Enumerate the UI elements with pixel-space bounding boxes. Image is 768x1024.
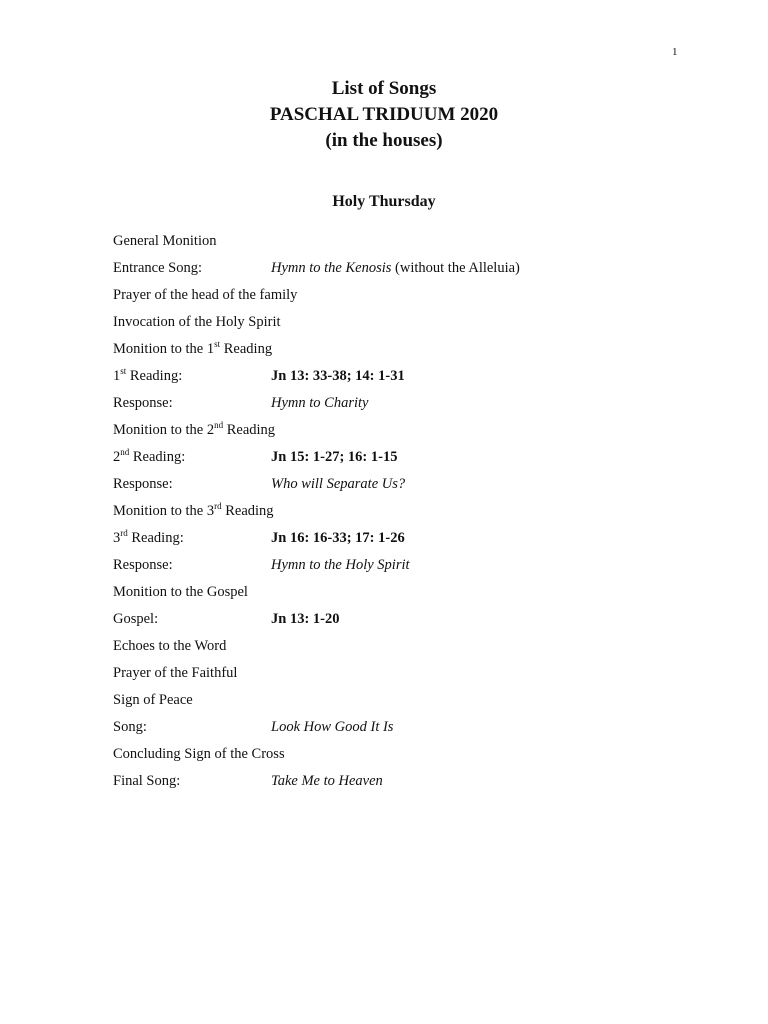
list-item [113, 689, 713, 716]
item-label: General Monition [113, 233, 217, 249]
ordinal-suffix: nd [120, 447, 130, 457]
song-title: Who will Separate Us? [271, 476, 406, 492]
ordinal-suffix: rd [120, 528, 128, 538]
item-label: Entrance Song: [113, 260, 202, 276]
item-label: Response: [113, 395, 173, 411]
item-label [113, 338, 272, 360]
section-heading: Holy Thursday [332, 193, 436, 210]
song-title: Hymn to the Holy Spirit [271, 557, 410, 573]
item-value [271, 446, 397, 468]
list-item [113, 527, 713, 554]
list-item [113, 581, 713, 608]
item-label: Response: [113, 557, 173, 573]
list-item [113, 662, 713, 689]
item-label: Response: [113, 476, 173, 492]
item-label-text: Reading [220, 341, 273, 357]
item-value [271, 554, 410, 576]
item-label-text: 2 [113, 449, 121, 465]
list-item [113, 743, 713, 770]
scripture-reference: Jn 15: 1-27; 16: 1-15 [271, 449, 398, 465]
item-note: (without the Alleluia) [391, 260, 520, 276]
item-label: Echoes to the Word [113, 638, 227, 654]
scripture-reference: Jn 13: 33-38; 14: 1-31 [271, 368, 405, 384]
item-label: Final Song: [113, 773, 181, 789]
title-line: (in the houses) [325, 130, 443, 151]
list-item [113, 257, 713, 284]
item-label: Monition to the Gospel [113, 584, 248, 600]
list-item [113, 716, 713, 743]
item-label-text: Reading: [127, 530, 184, 546]
list-item [113, 230, 713, 257]
item-value [271, 365, 405, 387]
ordinal-suffix: st [120, 366, 127, 376]
item-label-text: 3 [113, 530, 121, 546]
item-label: Prayer of the Faithful [113, 665, 238, 681]
order-of-service-list [113, 230, 713, 797]
list-item [113, 770, 713, 797]
list-item [113, 284, 713, 311]
page-number: 1 [672, 46, 678, 58]
item-label [113, 365, 182, 387]
item-label-text: Reading: [129, 449, 186, 465]
list-item [113, 500, 713, 527]
song-title: Hymn to the Kenosis [271, 260, 392, 276]
list-item [113, 392, 713, 419]
item-label [113, 446, 185, 468]
item-label [113, 419, 275, 441]
item-label: Concluding Sign of the Cross [113, 746, 285, 762]
item-label-text: Reading: [126, 368, 183, 384]
item-label: Prayer of the head of the family [113, 287, 298, 303]
song-title: Look How Good It Is [271, 719, 394, 735]
document-title [0, 76, 768, 154]
ordinal-suffix: st [214, 339, 221, 349]
item-value [271, 608, 339, 630]
list-item [113, 635, 713, 662]
list-item [113, 311, 713, 338]
list-item [113, 473, 713, 500]
item-label: Gospel: [113, 611, 159, 627]
title-line: PASCHAL TRIDUUM 2020 [269, 104, 499, 125]
ordinal-suffix: rd [214, 501, 222, 511]
item-label: Sign of Peace [113, 692, 193, 708]
list-item [113, 446, 713, 473]
ordinal-suffix: nd [214, 420, 224, 430]
item-value [271, 770, 383, 792]
item-label-text: Reading [221, 503, 274, 519]
item-value [271, 257, 520, 279]
item-label-text: Monition to the 3 [113, 503, 215, 519]
list-item [113, 338, 713, 365]
item-value [271, 473, 405, 495]
item-value [271, 716, 393, 738]
list-item [113, 365, 713, 392]
item-label-text: Monition to the 1 [113, 341, 215, 357]
title-line: List of Songs [331, 78, 437, 99]
item-label: Invocation of the Holy Spirit [113, 314, 281, 330]
scripture-reference: Jn 13: 1-20 [271, 611, 340, 627]
list-item [113, 554, 713, 581]
scripture-reference: Jn 16: 16-33; 17: 1-26 [271, 530, 405, 546]
list-item [113, 419, 713, 446]
item-label: Song: [113, 719, 147, 735]
item-label [113, 500, 274, 522]
item-label-text: Reading [223, 422, 276, 438]
item-label-text: Monition to the 2 [113, 422, 215, 438]
item-value [271, 392, 368, 414]
item-value [271, 527, 405, 549]
item-label-text: 1 [113, 368, 121, 384]
list-item [113, 608, 713, 635]
item-label [113, 527, 184, 549]
song-title: Take Me to Heaven [271, 773, 383, 789]
song-title: Hymn to Charity [271, 395, 369, 411]
